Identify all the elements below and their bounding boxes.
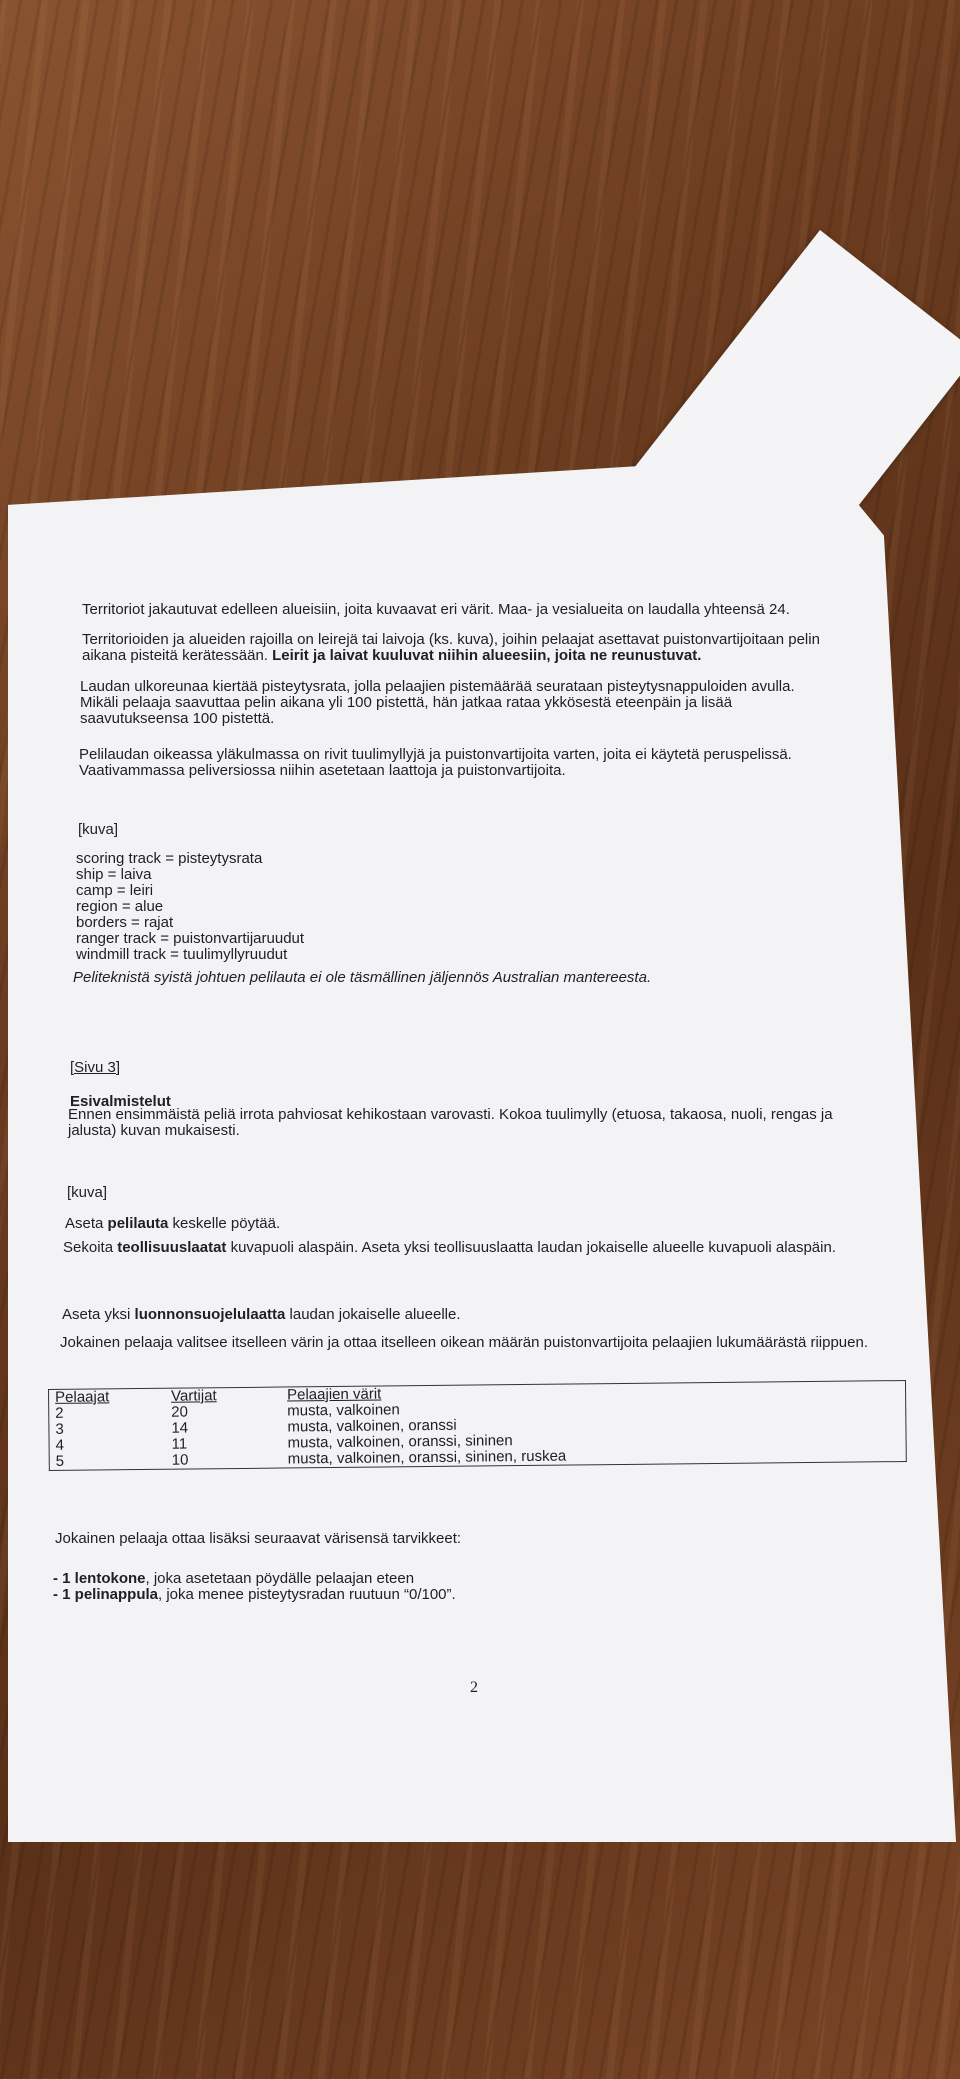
glossary-item: region = alue xyxy=(76,898,164,915)
table-header: Vartijat xyxy=(170,1387,217,1405)
supplies-list xyxy=(53,1571,753,1603)
table-cell: 5 xyxy=(55,1452,65,1470)
glossary-item: borders = rajat xyxy=(76,914,174,931)
list-item xyxy=(53,1571,753,1587)
list-item-text: , joka menee pisteytysradan ruutuun “0/100”. xyxy=(158,1586,456,1603)
table-cell: 20 xyxy=(171,1403,189,1421)
image-placeholder-1: [kuva] xyxy=(78,821,119,838)
image-placeholder-2: [kuva] xyxy=(67,1184,108,1201)
paragraph-territories: Territoriot jakautuvat edelleen alueisiin, joita kuvaavat eri värit. Maa- ja vesialueita on laudalla yhteensä 24. xyxy=(82,601,790,618)
text-fragment-bold: pelilauta xyxy=(107,1215,169,1232)
table-header: Pelaajien värit xyxy=(286,1385,382,1404)
list-item-text: , joka asetetaan pöydälle pelaajan eteen xyxy=(145,1570,415,1587)
table-cell: musta, valkoinen, oranssi, sininen, ruskea xyxy=(287,1447,567,1468)
page-number: 2 xyxy=(470,1679,478,1696)
list-item-bold: - 1 lentokone xyxy=(53,1570,146,1587)
table-cell: musta, valkoinen, oranssi xyxy=(287,1416,457,1436)
text-fragment: kuvapuoli alaspäin. Aseta yksi teollisuuslaatta laudan jokaiselle alueelle kuvapuoli alaspäin. xyxy=(226,1239,836,1256)
paragraph-place-board xyxy=(65,1216,665,1232)
paragraph-conservation-tiles xyxy=(62,1307,762,1323)
glossary-item: ranger track = puistonvartijaruudut xyxy=(76,930,305,947)
text-fragment: Aseta xyxy=(65,1215,108,1232)
table-header: Pelaajat xyxy=(54,1388,110,1406)
paragraph-camps-ships-text: Territorioiden ja alueiden rajoilla on leirejä tai laivoja (ks. kuva), joihin pelaajat asettavat puistonvartijoitaan pelin aikana pisteitä kerätessään. xyxy=(82,631,820,664)
table-cell: musta, valkoinen, oranssi, sininen xyxy=(287,1432,513,1452)
table-cell: 2 xyxy=(55,1404,64,1422)
table-cell: 3 xyxy=(55,1420,64,1438)
list-item-bold: - 1 pelinappula xyxy=(53,1586,159,1603)
text-fragment-bold: teollisuuslaatat xyxy=(117,1239,227,1256)
text-fragment: Sekoita xyxy=(63,1239,118,1256)
paragraph-camps-ships xyxy=(82,632,827,664)
paragraph-extra-items: Jokainen pelaaja ottaa lisäksi seuraavat värisensä tarvikkeet: xyxy=(55,1530,462,1547)
table-cell: 14 xyxy=(171,1419,189,1437)
list-item xyxy=(53,1587,753,1603)
paragraph-first-game: Ennen ensimmäistä peliä irrota pahviosat kehikostaan varovasti. Kokoa tuulimylly (etuosa, takaosa, nuoli, rengas ja jalusta) kuvan mukaisesti. xyxy=(68,1106,833,1139)
section-heading: Esivalmistelut xyxy=(70,1093,171,1110)
players-table xyxy=(48,1380,907,1471)
table-cell: 4 xyxy=(55,1436,65,1454)
text-fragment: laudan jokaiselle alueelle. xyxy=(285,1306,461,1323)
text-fragment-bold: luonnonsuojelulaatta xyxy=(134,1306,286,1323)
text-fragment: Aseta yksi xyxy=(62,1306,135,1323)
paragraph-industry-tiles xyxy=(63,1240,843,1256)
paragraph-choose-color: Jokainen pelaaja valitsee itselleen värin ja ottaa itselleen oikean määrän puistonvartijoita pelaajien lukumäärästä riippuen. xyxy=(60,1334,868,1351)
glossary-list xyxy=(76,851,396,963)
page-marker: [Sivu 3] xyxy=(70,1059,121,1076)
glossary-item: scoring track = pisteytysrata xyxy=(76,850,263,867)
table-cell: musta, valkoinen xyxy=(287,1401,400,1420)
table-cell: 10 xyxy=(171,1451,189,1469)
paragraph-scoring-track: Laudan ulkoreunaa kiertää pisteytysrata, jolla pelaajien pistemäärää seurataan pisteytysnappuloiden avulla. Mikäli pelaaja saavuttaa pelin aikana yli 100 pistettä, hän jatkaa rataa ykkösestä eteenpäin ja lisää saavutukseensa 100 pistettä. xyxy=(80,678,795,727)
italic-note: Peliteknistä syistä johtuen pelilauta ei ole täsmällinen jäljennös Australian mantereesta. xyxy=(73,969,652,986)
paragraph-camps-ships-bold: Leirit ja laivat kuuluvat niihin alueesiin, joita ne reunustuvat. xyxy=(272,647,702,664)
text-fragment: keskelle pöytää. xyxy=(168,1215,281,1232)
table-cell: 11 xyxy=(171,1435,188,1453)
paragraph-top-right-rows: Pelilaudan oikeassa yläkulmassa on rivit tuulimyllyjä ja puistonvartijoita varten, joita ei käytetä peruspelissä. Vaativammassa peliversiossa niihin asetetaan laattoja ja puistonvartijoita. xyxy=(79,746,792,779)
glossary-item: camp = leiri xyxy=(76,882,154,899)
glossary-item: windmill track = tuulimyllyruudut xyxy=(76,946,288,963)
glossary-item: ship = laiva xyxy=(76,866,152,883)
